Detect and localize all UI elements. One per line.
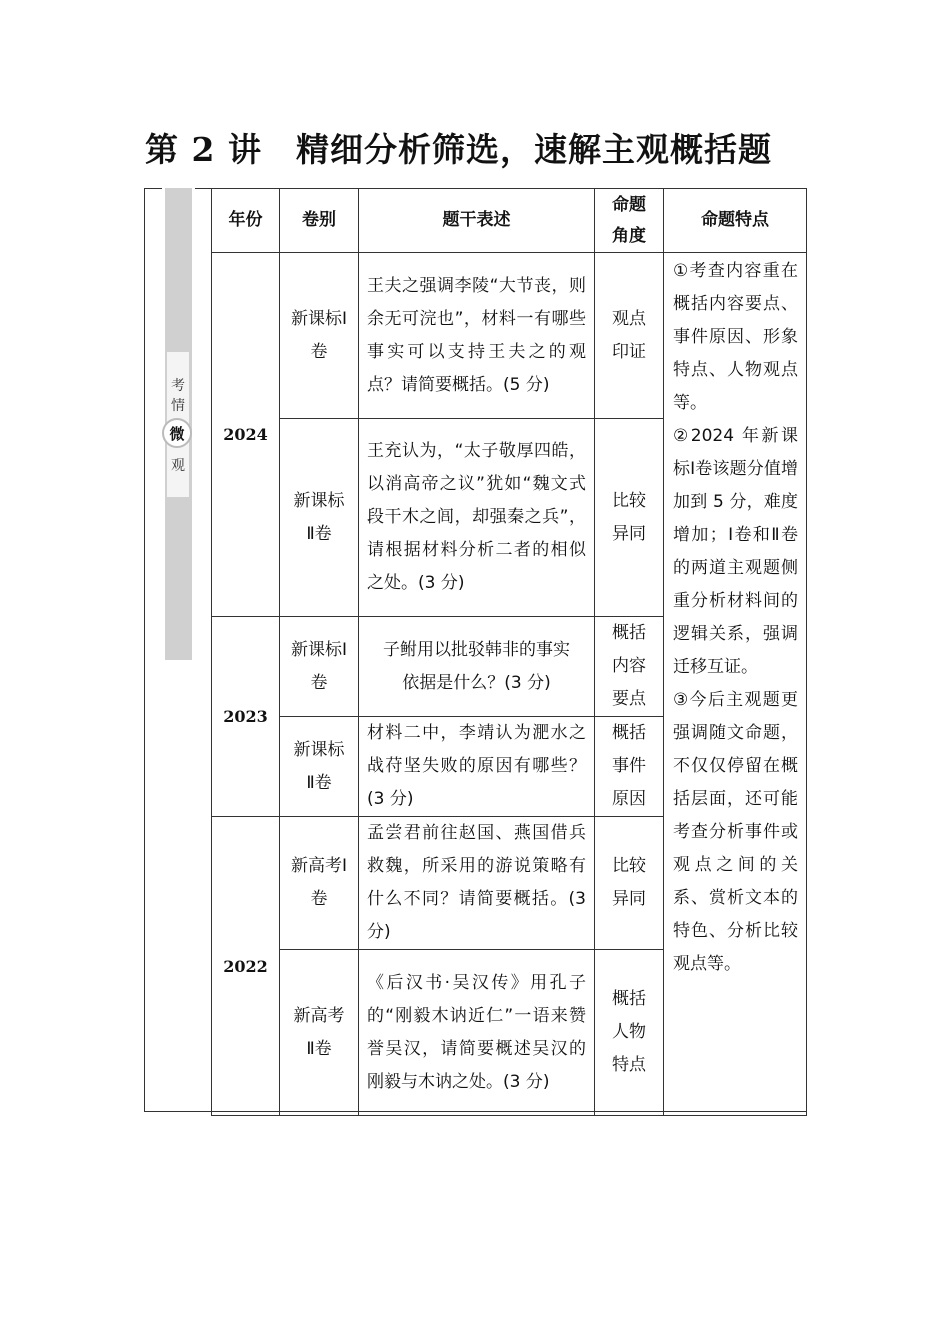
feature-cell bbox=[664, 253, 807, 1116]
angle-cell: 概括事件原因 bbox=[595, 717, 664, 817]
paper-cell: 新高考Ⅱ卷 bbox=[280, 950, 359, 1116]
frame-top-inner-edge bbox=[195, 188, 212, 189]
header-angle: 命题角度 bbox=[595, 189, 664, 253]
paper-cell: 新课标Ⅰ卷 bbox=[280, 617, 359, 717]
exam-analysis-table bbox=[211, 188, 807, 1116]
paper-cell: 新课标Ⅰ卷 bbox=[280, 253, 359, 419]
stem-cell: 王夫之强调李陵“大节丧，则余无可浣也”，材料一有哪些事实可以支持王夫之的观点？请简要概括。(5 分) bbox=[359, 253, 595, 419]
stem-cell: 子鲋用以批驳韩非的事实依据是什么？(3 分) bbox=[359, 617, 595, 717]
angle-cell: 观点印证 bbox=[595, 253, 664, 419]
angle-cell: 比较异同 bbox=[595, 419, 664, 617]
header-feature: 命题特点 bbox=[664, 189, 807, 253]
paper-cell: 新课标Ⅱ卷 bbox=[280, 717, 359, 817]
sidebar-char: 观 bbox=[171, 458, 185, 474]
page-title: 第 2 讲 精细分析筛选，速解主观概括题 bbox=[145, 130, 772, 169]
stem-cell: 材料二中，李靖认为淝水之战苻坚失败的原因有哪些？(3 分) bbox=[359, 717, 595, 817]
feature-point: ③今后主观题更强调随文命题，不仅仅停留在概括层面，还可能考查分析事件或观点之间的关系、赏析文本的特色、分析比较观点等。 bbox=[673, 690, 798, 974]
header-stem: 题干表述 bbox=[359, 189, 595, 253]
year-cell: 2023 bbox=[212, 617, 280, 817]
paper-cell: 新高考Ⅰ卷 bbox=[280, 817, 359, 950]
year-cell: 2024 bbox=[212, 253, 280, 617]
feature-point: ①考查内容重在概括内容要点、事件原因、形象特点、人物观点等。 bbox=[673, 261, 798, 413]
angle-cell: 概括人物特点 bbox=[595, 950, 664, 1116]
sidebar-circle-badge bbox=[162, 418, 192, 448]
paper-cell: 新课标Ⅱ卷 bbox=[280, 419, 359, 617]
angle-cell: 比较异同 bbox=[595, 817, 664, 950]
header-paper: 卷别 bbox=[280, 189, 359, 253]
sidebar-char: 情 bbox=[171, 398, 185, 414]
sidebar-char: 微 bbox=[169, 424, 185, 443]
frame-top-left-edge bbox=[144, 188, 162, 189]
feature-point: ②2024 年新课标Ⅰ卷该题分值增加到 5 分，难度增加；Ⅰ卷和Ⅱ卷的两道主观题侧重分析材料间的逻辑关系，强调迁移互证。 bbox=[673, 426, 798, 677]
header-year: 年份 bbox=[212, 189, 280, 253]
sidebar-char: 考 bbox=[171, 378, 185, 394]
angle-cell: 概括内容要点 bbox=[595, 617, 664, 717]
table-row bbox=[212, 253, 807, 419]
stem-cell: 王充认为，“太子敬厚四皓，以消高帝之议”犹如“魏文式段干木之闾，却强秦之兵”，请根据材料分析二者的相似之处。(3 分) bbox=[359, 419, 595, 617]
stem-cell: 孟尝君前往赵国、燕国借兵救魏，所采用的游说策略有什么不同？请简要概括。(3 分) bbox=[359, 817, 595, 950]
stem-cell: 《后汉书·吴汉传》用孔子的“刚毅木讷近仁”一语来赞誉吴汉，请简要概述吴汉的刚毅与木讷之处。(3 分) bbox=[359, 950, 595, 1116]
table-header-row bbox=[212, 189, 807, 253]
year-cell: 2022 bbox=[212, 817, 280, 1116]
